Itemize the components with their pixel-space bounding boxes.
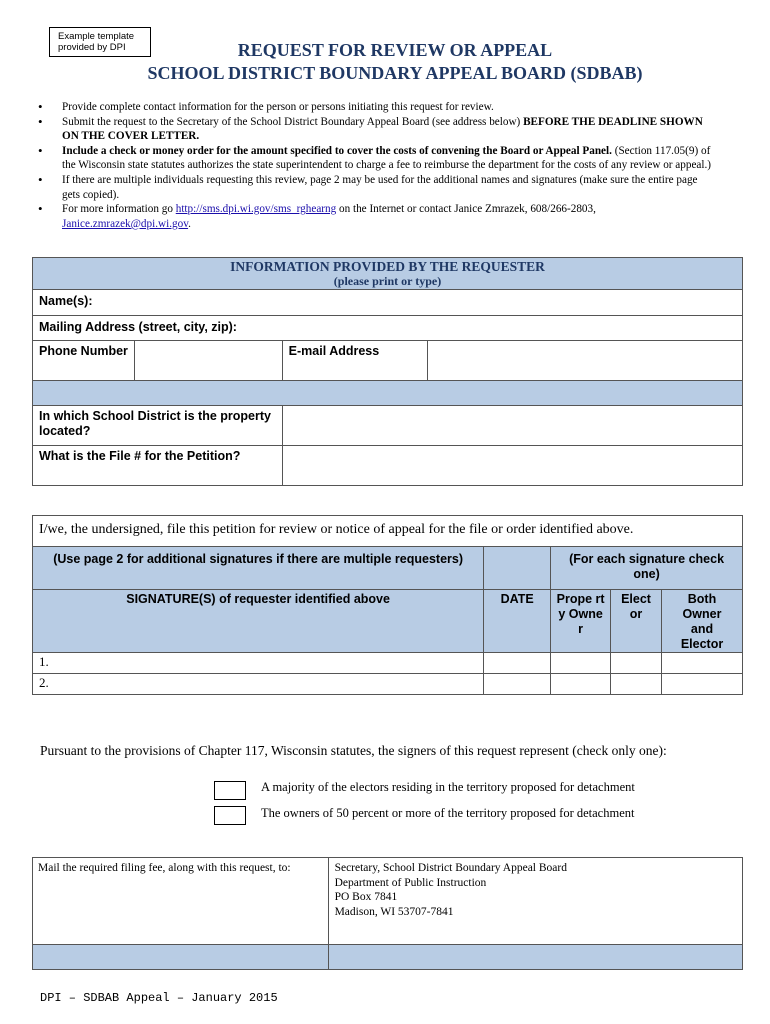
signature-table [32,515,743,695]
mail-instruction: Mail the required filing fee, along with this request, to: [33,858,329,945]
phone-field[interactable] [134,341,282,381]
owner-check[interactable] [551,653,611,674]
both-check[interactable] [662,653,743,674]
requester-info-table [32,257,743,486]
email-link[interactable]: Janice.zmrazek@dpi.wi.gov [62,217,189,230]
use-page2-note: (Use page 2 for additional signatures if there are multiple requesters) [33,547,484,590]
instructions-list [38,100,718,231]
info-subheader: (please print or type) [333,274,442,288]
majority-electors-checkbox[interactable] [214,781,246,800]
page-subtitle: SCHOOL DISTRICT BOUNDARY APPEAL BOARD (SDBAB) [147,63,643,83]
date-header: DATE [484,590,551,653]
elector-check[interactable] [611,674,662,695]
list-item: • Submit the request to the Secretary of the School District Boundary Appeal Board (see address below) BEFORE THE DEADLINE SHOWN ON THE COVER LETTER. [38,115,718,144]
divider-row [33,381,743,406]
email-label: E-mail Address [282,341,427,381]
mailing-table [32,857,743,970]
list-item: • Include a check or money order for the amount specified to cover the costs of convening the Board or Appeal Panel. (Section 117.05(9) of the Wisconsin state statutes authorizes the state superintendent to charge a fee to reimburse the department for the costs of any review or appeal.) [38,144,718,173]
list-item: • Provide complete contact information for the person or persons initiating this request for review. [38,100,718,115]
table-row [33,674,743,695]
page-title: REQUEST FOR REVIEW OR APPEAL [237,40,553,60]
both-check[interactable] [662,674,743,695]
names-field[interactable]: Name(s): [33,290,743,316]
owner-header: Prope rty Owne r [551,590,611,653]
mail-address: Secretary, School District Boundary Appeal Board Department of Public Instruction PO Box 7841 Madison, WI 53707-7841 [328,858,742,945]
both-header: Both Owner and Elector [662,590,743,653]
template-note: Example template provided by DPI [49,27,151,57]
signature-field[interactable]: 1. [33,653,484,674]
file-field[interactable] [282,446,742,486]
list-item: • If there are multiple individuals requesting this review, page 2 may be used for the additional names and signatures (make sure the entire page gets copied). [38,173,718,202]
email-field[interactable] [427,341,742,381]
phone-label: Phone Number [33,341,135,381]
district-field[interactable] [282,406,742,446]
signature-header: SIGNATURE(S) of requester identified above [33,590,484,653]
date-field[interactable] [484,674,551,695]
pursuant-statement: Pursuant to the provisions of Chapter 117, Wisconsin statutes, the signers of this request represent (check only one): [40,743,667,758]
elector-check[interactable] [611,653,662,674]
table-row [33,653,743,674]
signature-field[interactable]: 2. [33,674,484,695]
each-signature-note: (For each signature check one) [551,547,743,590]
file-label: What is the File # for the Petition? [33,446,283,486]
district-label: In which School District is the property located? [33,406,283,446]
owners-50-percent-checkbox[interactable] [214,806,246,825]
info-link[interactable]: http://sms.dpi.wi.gov/sms_rghearng [175,203,337,216]
list-item: • For more information go http://sms.dpi.wi.gov/sms_rghearng on the Internet or contact Janice Zmrazek, 608/266-2803, Janice.zmrazek@dpi.wi.gov. [38,202,718,231]
info-header: INFORMATION PROVIDED BY THE REQUESTER [230,259,545,274]
date-field[interactable] [484,653,551,674]
petition-statement: I/we, the undersigned, file this petition for review or notice of appeal for the file or order identified above. [33,516,743,547]
address-field[interactable]: Mailing Address (street, city, zip): [33,316,743,341]
owners-50-percent-label: The owners of 50 percent or more of the territory proposed for detachment [261,806,635,820]
majority-electors-label: A majority of the electors residing in the territory proposed for detachment [261,780,635,794]
elector-header: Elect or [611,590,662,653]
owner-check[interactable] [551,674,611,695]
page-footer: DPI – SDBAB Appeal – January 2015 [40,991,278,1005]
